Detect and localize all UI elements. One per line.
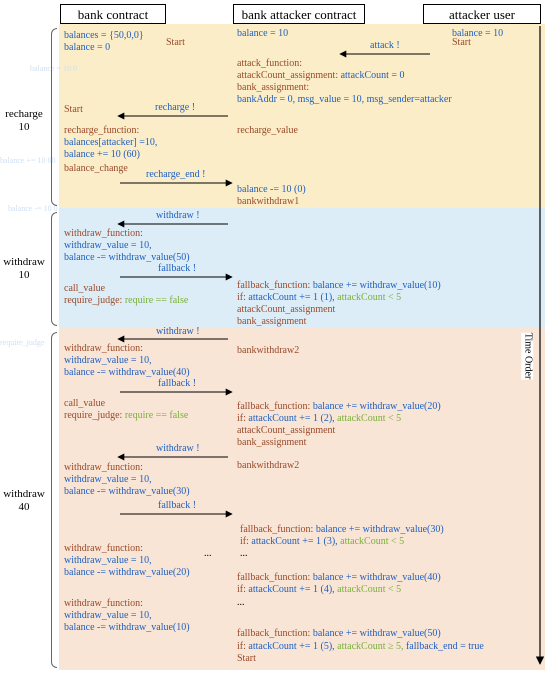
- bank-w2-function: withdraw_function:: [64, 343, 143, 354]
- ac-fallback-3-ellipsis: ...: [240, 548, 248, 559]
- bank-require-judge-1: require_judge: require == false: [64, 295, 189, 306]
- ac-attackcount-assignment: attackCount_assignment: attackCount = 0: [237, 70, 405, 81]
- ac-fallback-1-assign-bank: bank_assignment: [237, 316, 307, 327]
- bank-w5-function: withdraw_function:: [64, 598, 143, 609]
- fallback-3-arrow-label: fallback !: [158, 500, 197, 511]
- margin-artifact: balance = 10 0: [30, 64, 77, 73]
- ac-bankwithdraw1: bankwithdraw1: [237, 196, 300, 207]
- bank-recharge-function: recharge_function:: [64, 125, 140, 136]
- ac-fallback-1-if: if: attackCount += 1 (1), attackCount < 5: [237, 292, 402, 303]
- bank-balances-attacker: balances[attacker] =10,: [64, 137, 158, 148]
- ac-fallback-3: fallback_function: balance += withdraw_value(30): [240, 524, 444, 535]
- ac-balance-init: balance = 10: [237, 28, 289, 39]
- ac-fallback-4: fallback_function: balance += withdraw_value(40): [237, 572, 441, 583]
- ac-fallback-5: fallback_function: balance += withdraw_value(50): [237, 628, 441, 639]
- withdraw-3-arrow-label: withdraw !: [156, 443, 200, 454]
- bank-balance-init: balance = 0: [64, 42, 111, 53]
- bank-w3-value: withdraw_value = 10,: [64, 474, 152, 485]
- ac-fallback-5-if: if: attackCount += 1 (5), attackCount ≥ 5, fallback_end = true: [237, 641, 484, 652]
- ac-bankwithdraw2b: bankwithdraw2: [237, 460, 300, 471]
- ac-fallback-2: fallback_function: balance += withdraw_value(20): [237, 401, 441, 412]
- margin-artifact: require_judge: [0, 338, 45, 347]
- phase-withdraw-40-label: withdraw 40: [3, 488, 45, 513]
- ac-bank-assignment-values: bankAddr = 0, msg_value = 10, msg_sender=attacker: [237, 94, 452, 105]
- ac-start-end: Start: [237, 653, 256, 664]
- ac-fallback-2-assign-bank: bank_assignment: [237, 437, 307, 448]
- bank-balance-change: balance_change: [64, 163, 128, 174]
- bank-start-1: Start: [166, 37, 185, 48]
- bank-w1-balance: balance -= withdraw_value(50): [64, 252, 190, 263]
- ac-recharge-value: recharge_value: [237, 125, 298, 136]
- bank-w5-value: withdraw_value = 10,: [64, 610, 152, 621]
- ac-bankwithdraw2: bankwithdraw2: [237, 345, 300, 356]
- margin-artifact: balance -= 10 0: [8, 204, 58, 213]
- bank-w2-value: withdraw_value = 10,: [64, 355, 152, 366]
- recharge-arrow-label: recharge !: [155, 102, 196, 113]
- bank-contract-header: bank contract: [60, 4, 166, 24]
- attack-arrow-label: attack !: [370, 40, 400, 51]
- bank-balance-plus: balance += 10 (60): [64, 149, 140, 160]
- ac-fallback-4-if: if: attackCount += 1 (4), attackCount < 5: [237, 584, 402, 595]
- bank-w4-balance: balance -= withdraw_value(20): [64, 567, 190, 578]
- withdraw-1-arrow-label: withdraw !: [156, 210, 200, 221]
- au-balance-init: balance = 10: [452, 28, 504, 39]
- bank-w2-balance: balance -= withdraw_value(40): [64, 367, 190, 378]
- bank-w1-value: withdraw_value = 10,: [64, 240, 152, 251]
- margin-artifact: balance += 10 60: [0, 156, 56, 165]
- phase-withdraw-10-label: withdraw 10: [3, 256, 45, 281]
- bank-start-2: Start: [64, 104, 83, 115]
- bank-w3-balance: balance -= withdraw_value(30): [64, 486, 190, 497]
- bank-require-judge-2: require_judge: require == false: [64, 410, 189, 421]
- ac-fallback-1-assign-count: attackCount_assignment: [237, 304, 336, 315]
- ac-fallback-4-ellipsis: ...: [237, 597, 245, 608]
- ac-balance-minus: balance -= 10 (0): [237, 184, 306, 195]
- bank-w4-value: withdraw_value = 10,: [64, 555, 152, 566]
- bank-w5-balance: balance -= withdraw_value(10): [64, 622, 190, 633]
- withdraw-2-arrow-label: withdraw !: [156, 326, 200, 337]
- time-order-label: Time Order: [522, 332, 534, 380]
- ac-bank-assignment: bank_assignment:: [237, 82, 310, 93]
- phase-recharge-label: recharge 10: [5, 108, 43, 133]
- ac-fallback-1: fallback_function: balance += withdraw_value(10): [237, 280, 441, 291]
- bank-balances-init: balances = {50,0,0}: [64, 30, 144, 41]
- bank-w3-function: withdraw_function:: [64, 462, 143, 473]
- ac-fallback-3-if: if: attackCount += 1 (3), attackCount < 5: [240, 536, 405, 547]
- ac-fallback-2-if: if: attackCount += 1 (2), attackCount < 5: [237, 413, 402, 424]
- ac-fallback-2-assign-count: attackCount_assignment: [237, 425, 336, 436]
- fallback-1-arrow-label: fallback !: [158, 263, 197, 274]
- ac-attack-function: attack_function:: [237, 58, 302, 69]
- recharge-end-arrow-label: recharge_end !: [146, 169, 206, 180]
- bank-call-value-2: call_value: [64, 398, 106, 409]
- fallback-2-arrow-label: fallback !: [158, 378, 197, 389]
- au-start: Start: [452, 37, 471, 48]
- bank-w4-ellipsis: ...: [204, 548, 212, 559]
- bank-call-value-1: call_value: [64, 283, 106, 294]
- attacker-contract-header: bank attacker contract: [233, 4, 365, 24]
- attacker-user-header: attacker user: [423, 4, 541, 24]
- bank-w1-function: withdraw_function:: [64, 228, 143, 239]
- bank-w4-function: withdraw_function:: [64, 543, 143, 554]
